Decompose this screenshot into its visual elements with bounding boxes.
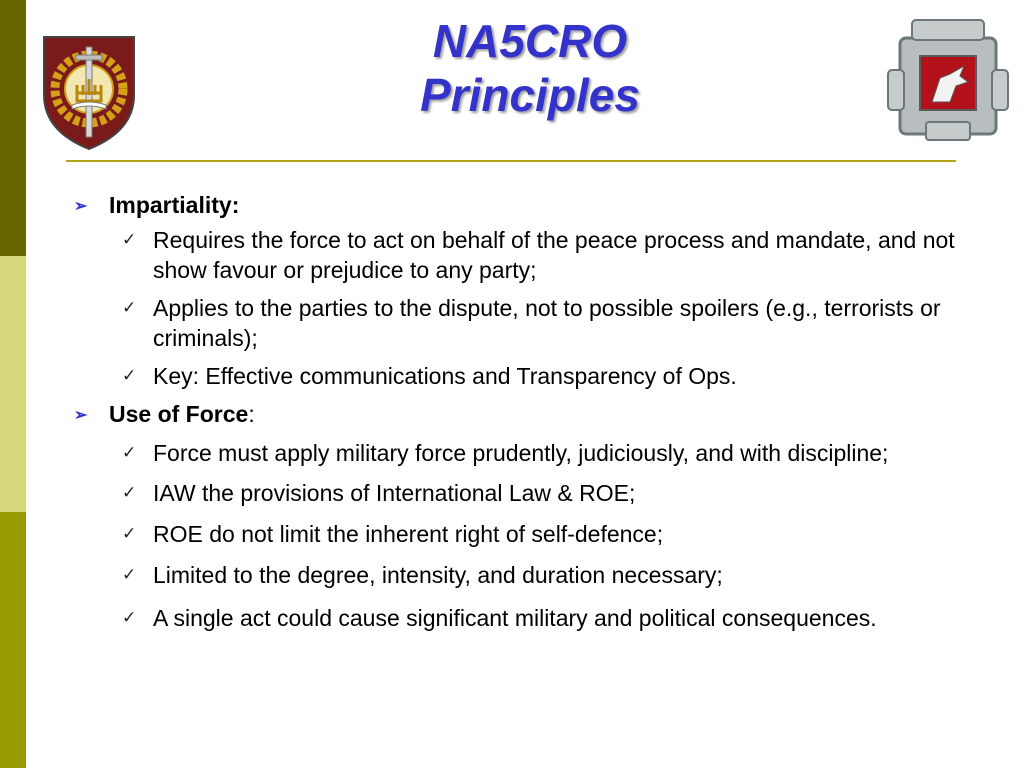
slide-body <box>72 192 992 635</box>
section-heading-colon: : <box>248 401 255 427</box>
checkmark-bullet-icon: ✓ <box>122 483 137 502</box>
list-item-text: Requires the force to act on behalf of the peace process and mandate, and not show favour or prejudice to any party; <box>153 227 955 283</box>
arrowhead-bullet-icon: ➢ <box>74 198 88 215</box>
list-item <box>72 478 992 508</box>
list-item <box>72 436 992 470</box>
list-item-text: A single act could cause significant military and political consequences. <box>153 605 877 631</box>
slide-title <box>300 14 760 122</box>
title-divider <box>66 160 956 162</box>
checkmark-bullet-icon: ✓ <box>122 524 137 543</box>
list-item-text: ROE do not limit the inherent right of self-defence; <box>153 521 664 547</box>
military-academy-shield-emblem <box>40 33 138 153</box>
checkmark-bullet-icon: ✓ <box>122 298 137 317</box>
list-item <box>72 361 992 391</box>
arrowhead-bullet-icon: ➢ <box>74 407 88 424</box>
list-item <box>72 225 992 285</box>
list-item <box>72 560 992 590</box>
side-stripe-top <box>0 0 26 256</box>
checkmark-bullet-icon: ✓ <box>122 608 137 627</box>
list-item-text: Applies to the parties to the dispute, not to possible spoilers (e.g., terrorists or criminals); <box>153 295 941 351</box>
list-item-text: IAW the provisions of International Law & ROE; <box>153 480 636 506</box>
title-line-1: NA5CRO <box>432 15 628 67</box>
checkmark-bullet-icon: ✓ <box>122 565 137 584</box>
list-item-text: Limited to the degree, intensity, and duration necessary; <box>153 562 723 588</box>
checkmark-bullet-icon: ✓ <box>122 443 137 462</box>
list-item <box>72 519 992 549</box>
section-heading: Impartiality: <box>109 192 240 218</box>
side-stripe-middle <box>0 256 26 512</box>
list-item-text: Key: Effective communications and Transparency of Ops. <box>153 363 737 389</box>
title-line-2: Principles <box>420 69 640 121</box>
list-item-text: Force must apply military force prudently, judiciously, and with discipline; <box>153 440 889 466</box>
side-stripe-bottom <box>0 512 26 768</box>
list-item <box>72 293 992 353</box>
section-use-of-force <box>72 401 992 428</box>
vytis-knight-badge-emblem <box>880 10 1016 150</box>
section-impartiality <box>72 192 992 219</box>
checkmark-bullet-icon: ✓ <box>122 230 137 249</box>
checkmark-bullet-icon: ✓ <box>122 366 137 385</box>
list-item <box>72 601 992 635</box>
section-heading: Use of Force <box>109 401 249 427</box>
